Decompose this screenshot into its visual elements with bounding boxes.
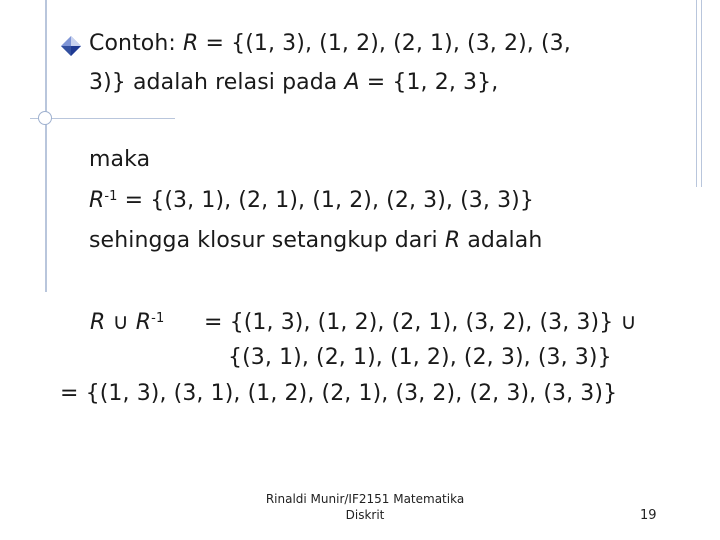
decorative-right-line bbox=[696, 0, 697, 187]
footer-line-1: Rinaldi Munir/IF2151 Matematika bbox=[265, 492, 465, 506]
relation-set-part1: = {(1, 3), (1, 2), (2, 1), (3, 2), (3, bbox=[198, 31, 571, 56]
inverse-superscript: -1 bbox=[104, 188, 118, 204]
inverse-superscript: -1 bbox=[151, 310, 165, 326]
union-result-line-1: = {(1, 3), (1, 2), (2, 1), (3, 2), (3, 3)} ∪ bbox=[204, 310, 637, 335]
diamond-bullet-icon bbox=[60, 35, 82, 57]
relation-set-part2: 3)} adalah relasi pada bbox=[89, 70, 345, 95]
var-r: R bbox=[444, 228, 461, 253]
decorative-right-line-2 bbox=[701, 0, 702, 187]
union-result-line-2: {(3, 1), (2, 1), (1, 2), (2, 3), (3, 3)} bbox=[228, 345, 612, 370]
set-a-definition: = {1, 2, 3}, bbox=[359, 70, 499, 95]
footer-author bbox=[230, 491, 500, 523]
example-line-1 bbox=[89, 31, 571, 56]
inverse-relation-line bbox=[89, 188, 534, 213]
var-r-inverse: R bbox=[89, 188, 105, 213]
symmetric-closure-result: = {(1, 3), (3, 1), (1, 2), (2, 1), (3, 2), (2, 3), (3, 3)} bbox=[60, 381, 618, 406]
page-number: 19 bbox=[640, 508, 657, 523]
union-expression bbox=[90, 310, 164, 335]
inverse-relation-set: = {(3, 1), (2, 1), (1, 2), (2, 3), (3, 3)} bbox=[117, 188, 534, 213]
union-symbol: ∪ bbox=[105, 310, 136, 335]
decorative-circle bbox=[38, 111, 52, 125]
closure-text: sehingga klosur setangkup dari bbox=[89, 228, 445, 253]
footer-line-2: Diskrit bbox=[345, 508, 385, 522]
var-r-inverse: R bbox=[135, 310, 152, 335]
var-r: R bbox=[90, 310, 106, 335]
decorative-vertical-line bbox=[45, 0, 47, 292]
closure-sentence bbox=[89, 228, 542, 253]
var-r: R bbox=[183, 31, 199, 56]
example-line-2 bbox=[89, 70, 498, 95]
var-a: A bbox=[344, 70, 360, 95]
maka-line: maka bbox=[89, 147, 151, 172]
example-prefix: Contoh: bbox=[89, 31, 183, 56]
closure-text-end: adalah bbox=[460, 228, 543, 253]
